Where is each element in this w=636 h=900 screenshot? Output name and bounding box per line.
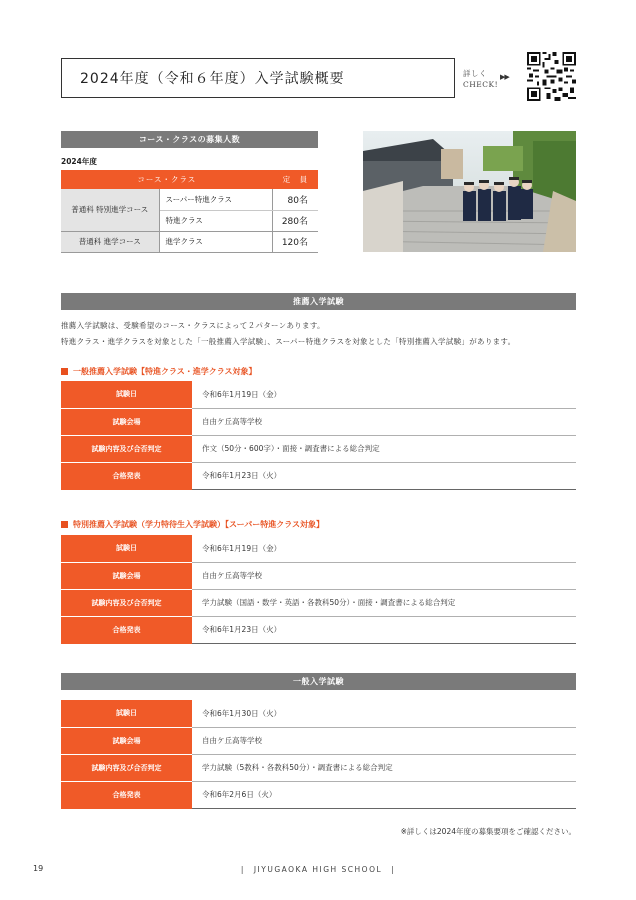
table-row bbox=[61, 589, 576, 616]
row-label: 試験日 bbox=[61, 381, 192, 408]
row-value: 令和6年2月6日（火） bbox=[192, 781, 576, 808]
square-bullet-icon bbox=[61, 521, 68, 528]
class-capacity: 80名 bbox=[273, 189, 318, 210]
row-value: 自由ケ丘高等学校 bbox=[192, 727, 576, 754]
table-row bbox=[61, 781, 576, 808]
row-value: 令和6年1月23日（火） bbox=[192, 616, 576, 643]
class-capacity: 280名 bbox=[273, 210, 318, 231]
suisen-heading: 推薦入学試験 bbox=[61, 293, 576, 310]
table-row bbox=[61, 435, 576, 462]
school-name-footer: | JIYUGAOKA HIGH SCHOOL | bbox=[240, 865, 396, 874]
row-label: 試験内容及び合否判定 bbox=[61, 754, 192, 781]
table-row bbox=[61, 616, 576, 643]
row-label: 合格発表 bbox=[61, 616, 192, 643]
course-header: コース・クラス bbox=[61, 170, 273, 189]
check-line2: CHECK! bbox=[463, 80, 499, 89]
recruitment-table bbox=[61, 170, 318, 253]
row-value: 令和6年1月19日（金） bbox=[192, 535, 576, 562]
check-line1: 詳しく bbox=[463, 69, 487, 78]
row-value: 作文（50分・600字）・面接・調査書による総合判定 bbox=[192, 435, 576, 462]
row-value: 自由ケ丘高等学校 bbox=[192, 408, 576, 435]
table-row bbox=[61, 535, 576, 562]
table-row bbox=[61, 189, 318, 210]
row-label: 試験日 bbox=[61, 535, 192, 562]
suisen-paragraph-2: 特進クラス・進学クラスを対象とした「一般推薦入学試験」、スーパー特進クラスを対象とした「特別推薦入学試験」があります。 bbox=[61, 337, 516, 346]
table-row bbox=[61, 754, 576, 781]
students-photo bbox=[363, 131, 576, 252]
class-name: 特進クラス bbox=[159, 210, 273, 231]
row-label: 試験内容及び合否判定 bbox=[61, 589, 192, 616]
row-value: 令和6年1月19日（金） bbox=[192, 381, 576, 408]
check-arrow-icon: ▶▶ bbox=[500, 73, 509, 81]
footnote: ※詳しくは2024年度の募集要項をご確認ください。 bbox=[400, 827, 576, 836]
class-capacity: 120名 bbox=[273, 231, 318, 252]
table-row bbox=[61, 727, 576, 754]
table-row bbox=[61, 408, 576, 435]
row-label: 試験日 bbox=[61, 700, 192, 727]
table-row bbox=[61, 700, 576, 727]
row-label: 試験会場 bbox=[61, 408, 192, 435]
course-category: 普通科 特別進学コース bbox=[61, 189, 159, 231]
row-label: 試験会場 bbox=[61, 562, 192, 589]
general-suisen-table bbox=[61, 381, 576, 490]
special-suisen-heading bbox=[61, 519, 324, 530]
square-bullet-icon bbox=[61, 368, 68, 375]
page-number: 19 bbox=[33, 864, 44, 873]
row-value: 令和6年1月30日（火） bbox=[192, 700, 576, 727]
row-value: 令和6年1月23日（火） bbox=[192, 462, 576, 489]
suisen-paragraph-1: 推薦入学試験は、受験希望のコース・クラスによって２パターンあります。 bbox=[61, 321, 325, 330]
general-suisen-heading bbox=[61, 366, 257, 377]
table-row bbox=[61, 562, 576, 589]
table-row bbox=[61, 462, 576, 489]
special-suisen-heading-text: 特別推薦入学試験（学力特待生入学試験）【スーパー特進クラス対象】 bbox=[73, 520, 324, 529]
row-label: 試験会場 bbox=[61, 727, 192, 754]
ippan-heading: 一般入学試験 bbox=[61, 673, 576, 690]
row-label: 合格発表 bbox=[61, 462, 192, 489]
course-category: 普通科 進学コース bbox=[61, 231, 159, 252]
class-name: 進学クラス bbox=[159, 231, 273, 252]
row-value: 学力試験（5教科・各教科50分）・調査書による総合判定 bbox=[192, 754, 576, 781]
page-title: 2024年度（令和６年度）入学試験概要 bbox=[80, 71, 345, 87]
row-value: 学力試験（国語・数学・英語・各教科50分）・面接・調査書による総合判定 bbox=[192, 589, 576, 616]
general-suisen-heading-text: 一般推薦入学試験【特進クラス・進学クラス対象】 bbox=[73, 367, 257, 376]
page-title-box bbox=[61, 58, 455, 98]
special-suisen-table bbox=[61, 535, 576, 644]
qr-code-icon[interactable] bbox=[527, 52, 576, 101]
year-label: 2024年度 bbox=[61, 157, 97, 166]
table-row bbox=[61, 231, 318, 252]
recruitment-heading: コース・クラスの募集人数 bbox=[61, 131, 318, 148]
row-label: 合格発表 bbox=[61, 781, 192, 808]
ippan-table bbox=[61, 700, 576, 809]
check-label bbox=[463, 68, 498, 90]
table-row bbox=[61, 381, 576, 408]
class-name: スーパー特進クラス bbox=[159, 189, 273, 210]
row-label: 試験内容及び合否判定 bbox=[61, 435, 192, 462]
row-value: 自由ケ丘高等学校 bbox=[192, 562, 576, 589]
capacity-header: 定 員 bbox=[273, 170, 318, 189]
